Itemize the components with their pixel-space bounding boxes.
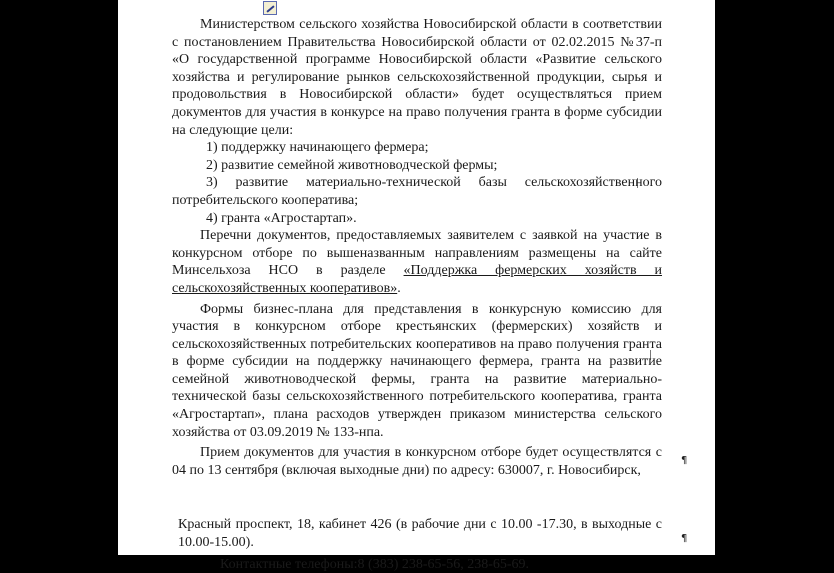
document-page bbox=[118, 0, 715, 572]
farmers-support-link[interactable]: «Поддержка фермерских хозяйств и сельскохозяйственных кооперативов» bbox=[172, 263, 663, 296]
document-body bbox=[172, 16, 662, 573]
documents-list-text: Перечни документов, предоставляемых заявителем с заявкой на участие в конкурсном отборе по вышеназванным направлениям размещены на сайте Минсельхоза НСО в разделе bbox=[172, 228, 662, 279]
address-paragraph: Красный проспект, 18, кабинет 426 (в рабочие дни с 10.00 -17.30, в выходные с 10.00-15.00). bbox=[178, 517, 662, 551]
list-item: 1) поддержку начинающего фермера; bbox=[206, 140, 429, 156]
business-plan-paragraph: Формы бизнес-плана для представления в конкурсную комиссию для участия в конкурсном отборе крестьянских (фермерских) хозяйств и сельскохозяйственных потребительских кооперативов на право получения гранта в форме субсидии на поддержку начинающего фермера, гранта на развитие семейной животноводческой фермы, гранта на развитие материально-технической базы сельскохозяйственного потребительского кооператива, гранта «Агростартап», плана расходов утвержден приказом министерства сельского хозяйства от 03.09.2019 № 133-нпа. bbox=[172, 301, 662, 440]
pilcrow-mark: ¶ bbox=[681, 455, 688, 466]
documents-list-end: . bbox=[397, 280, 401, 296]
list-item: 4) гранта «Агростартап». bbox=[206, 210, 357, 226]
reception-paragraph: Прием документов для участия в конкурсном отборе будет осуществлятся с 04 по 13 сентября (включая выходные дни) по адресу: 630007, г. Новосибирск, bbox=[172, 445, 662, 478]
documents-list-paragraph bbox=[172, 227, 662, 297]
edit-marker-icon[interactable] bbox=[263, 1, 277, 15]
intro-paragraph: Министерством сельского хозяйства Новосибирской области в соответствии с постановлением Правительства Новосибирской области от 02.02.2015 №37-п «О государственной программе Новосибирской области «Развитие сельского хозяйства и регулирование рынков сельскохозяйственной продукции, сырья и продовольствия в Новосибирской области» будет осуществляться прием документов для участия в конкурсе на право получения гранта в форме субсидии на следующие цели: bbox=[172, 17, 662, 138]
list-item: 2) развитие семейной животноводческой фермы; bbox=[206, 157, 498, 173]
pilcrow-mark: ¶ bbox=[681, 533, 688, 544]
phones-paragraph: Контактные телефоны:8 (383) 238-65-56, 238-65-69. bbox=[220, 556, 530, 572]
list-item: 3) развитие материально-технической базы сельскохозяйственного потребительского кооператива; bbox=[172, 175, 662, 208]
